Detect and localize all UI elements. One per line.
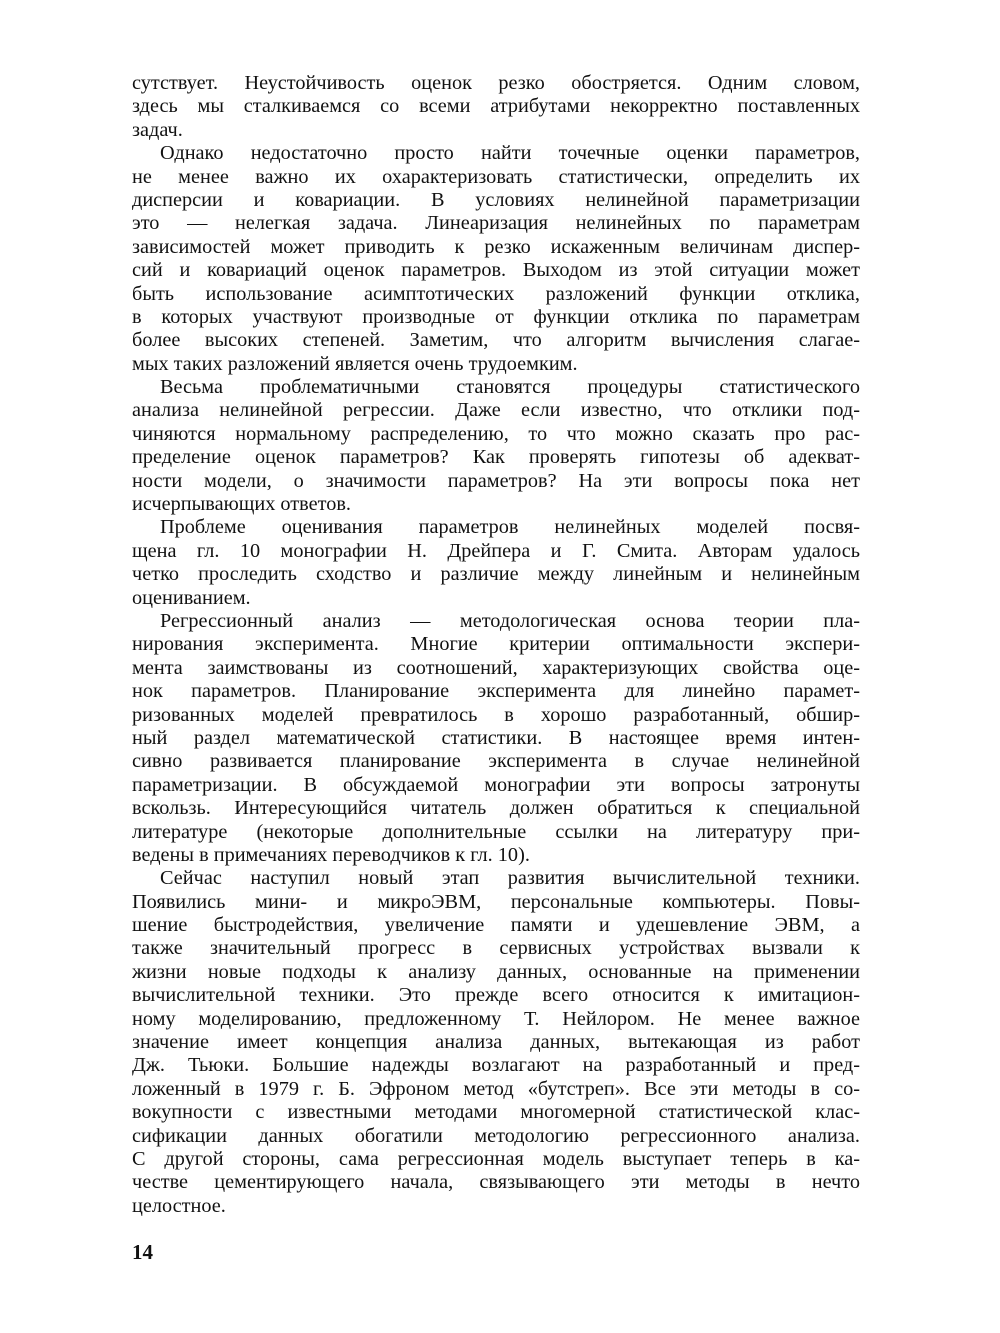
- text-line: это — нелегкая задача. Линеаризация нелинейных по параметрам: [132, 212, 860, 235]
- text-line: здесь мы сталкиваемся со всеми атрибутами некорректно поставленных: [132, 95, 860, 118]
- text-line: нирования эксперимента. Многие критерии оптимальности экспери-: [132, 633, 860, 656]
- text-line: мента заимствованы из соотношений, характеризующих свойства оце-: [132, 656, 860, 679]
- text-line: щена гл. 10 монографии Н. Дрейпера и Г. Смита. Авторам удалось: [132, 539, 860, 562]
- text-line: в которых участвуют производные от функции отклика по параметрам: [132, 305, 860, 328]
- text-line: задач.: [132, 118, 183, 141]
- text-line: быть использование асимптотических разложений функции отклика,: [132, 282, 860, 305]
- text-line: пределение оценок параметров? Как проверять гипотезы об адекват-: [132, 446, 860, 469]
- text-line: четко проследить сходство и различие между линейным и нелинейным: [132, 563, 860, 586]
- text-line: нок параметров. Планирование эксперимента для линейно парамет-: [132, 680, 860, 703]
- text-line: ведены в примечаниях переводчиков к гл. 10).: [132, 843, 530, 866]
- text-line: дисперсии и ковариации. В условиях нелинейной параметризации: [132, 188, 860, 211]
- text-line: значение имеет концепция анализа данных, вытекающая из работ: [132, 1031, 860, 1054]
- text-line: вскользь. Интересующийся читатель должен обратиться к специальной: [132, 797, 860, 820]
- text-line: С другой стороны, сама регрессионная модель выступает теперь в ка-: [132, 1147, 860, 1170]
- text-line: более высоких степеней. Заметим, что алгоритм вычисления слагае-: [132, 329, 860, 352]
- text-line: ризованных моделей превратилось в хорошо разработанный, обшир-: [132, 703, 860, 726]
- text-line: вычислительной техники. Это прежде всего относится к имитацион-: [132, 984, 860, 1007]
- text-line: Проблеме оценивания параметров нелинейных моделей посвя-: [160, 516, 860, 539]
- text-line: ности модели, о значимости параметров? На эти вопросы пока нет: [132, 469, 860, 492]
- text-line: также значительный прогресс в сервисных устройствах вызвали к: [132, 937, 860, 960]
- text-line: целостное.: [132, 1194, 226, 1217]
- text-line: зависимостей может приводить к резко искаженным величинам диспер-: [132, 235, 860, 258]
- text-line: исчерпывающих ответов.: [132, 493, 351, 516]
- text-line: вокупности с известными методами многомерной статистической клас-: [132, 1101, 860, 1124]
- text-line: литературе (некоторые дополнительные ссылки на литературу при-: [132, 820, 860, 843]
- text-line: мых таких разложений является очень трудоемким.: [132, 352, 578, 375]
- text-line: сивно развивается планирование эксперимента в случае нелинейной: [132, 750, 860, 773]
- text-line: оцениванием.: [132, 586, 251, 609]
- text-line: ный раздел математической статистики. В настоящее время интен-: [132, 726, 860, 749]
- text-line: параметризации. В обсуждаемой монографии эти вопросы затронуты: [132, 773, 860, 796]
- text-line: ному моделированию, предложенному Т. Нейлором. Не менее важное: [132, 1007, 860, 1030]
- text-line: Однако недостаточно просто найти точечные оценки параметров,: [160, 142, 860, 165]
- text-line: не менее важно их охарактеризовать статистически, определить их: [132, 165, 860, 188]
- text-line: ложенный в 1979 г. Б. Эфроном метод «бутстреп». Все эти методы в со-: [132, 1077, 860, 1100]
- text-line: Появились мини- и микроЭВМ, персональные компьютеры. Повы-: [132, 890, 860, 913]
- page-body: [132, 72, 860, 1218]
- text-line: сий и ковариаций оценок параметров. Выходом из этой ситуации может: [132, 259, 860, 282]
- text-line: анализа нелинейной регрессии. Даже если известно, что отклики под-: [132, 399, 860, 422]
- text-line: шение быстродействия, увеличение памяти и удешевление ЭВМ, а: [132, 914, 860, 937]
- text-line: Дж. Тьюки. Большие надежды возлагают на разработанный и пред-: [132, 1054, 860, 1077]
- text-line: Регрессионный анализ — методологическая основа теории пла-: [160, 609, 860, 632]
- page-number: 14: [132, 1240, 153, 1264]
- text-line: чиняются нормальному распределению, то что можно сказать про рас-: [132, 422, 860, 445]
- text-line: Сейчас наступил новый этап развития вычислительной техники.: [160, 867, 860, 890]
- text-line: Весьма проблематичными становятся процедуры статистического: [160, 376, 860, 399]
- text-line: честве цементирующего начала, связывающего эти методы в нечто: [132, 1171, 860, 1194]
- text-line: жизни новые подходы к анализу данных, основанные на применении: [132, 960, 860, 983]
- text-line: сутствует. Неустойчивость оценок резко обостряется. Одним словом,: [132, 72, 860, 94]
- text-line: сификации данных обогатили методологию регрессионного анализа.: [132, 1124, 860, 1147]
